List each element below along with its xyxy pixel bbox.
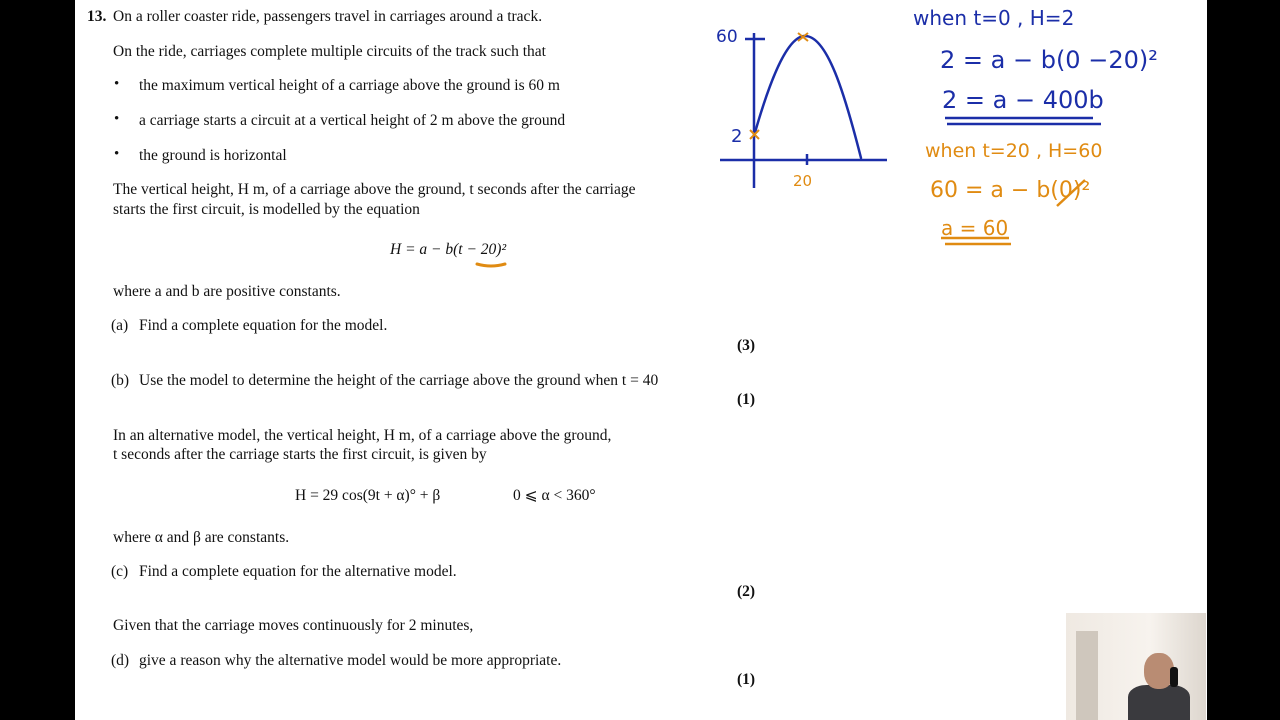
part-c-text: Find a complete equation for the alternative model. — [139, 563, 457, 580]
question-intro: On a roller coaster ride, passengers travel in carriages around a track. — [113, 8, 543, 25]
sketch-parabola — [754, 36, 861, 158]
bullet-1: the maximum vertical height of a carriage above the ground is 60 m — [139, 77, 560, 94]
part-a-text: Find a complete equation for the model. — [139, 317, 388, 334]
sketch-label-2: 2 — [731, 126, 743, 147]
bullet-3-marker: • — [114, 146, 120, 162]
blue-working-line1: when t=0 , H=2 — [913, 6, 1075, 30]
part-d-label: (d) — [111, 652, 130, 669]
alt-line2: t seconds after the carriage starts the first circuit, is given by — [113, 446, 487, 463]
model-line2: starts the first circuit, is modelled by the equation — [113, 201, 420, 218]
part-d-text: give a reason why the alternative model would be more appropriate. — [139, 652, 562, 669]
bullet-2: a carriage starts a circuit at a vertical height of 2 m above the ground — [139, 112, 566, 129]
equation-1: H = a − b(t − 20)² — [390, 241, 507, 258]
part-a-label: (a) — [111, 317, 129, 334]
webcam-door — [1076, 631, 1098, 720]
part-a-marks: (3) — [737, 337, 756, 354]
bullet-2-marker: • — [114, 111, 120, 127]
blue-working-line2: 2 = a − b(0 −20)² — [940, 46, 1158, 74]
equation-underline — [477, 264, 505, 266]
part-c-label: (c) — [111, 563, 129, 580]
constants-1: where a and b are positive constants. — [113, 283, 341, 300]
orange-working-line2: 60 = a − b(0)² — [930, 178, 1091, 203]
webcam-overlay — [1066, 613, 1206, 720]
alt-line1: In an alternative model, the vertical height, H m, of a carriage above the ground, — [113, 427, 612, 444]
bullet-3: the ground is horizontal — [139, 147, 287, 164]
microphone-icon — [1170, 667, 1178, 687]
constants-2: where α and β are constants. — [113, 529, 290, 546]
model-line1: The vertical height, H m, of a carriage above the ground, t seconds after the carriage — [113, 181, 636, 198]
exam-page — [75, 0, 1207, 720]
part-c-marks: (2) — [737, 583, 756, 600]
orange-working-line3: a = 60 — [941, 216, 1009, 240]
part-b-label: (b) — [111, 372, 130, 389]
equation-2-range: 0 ⩽ α < 360° — [513, 487, 596, 504]
part-d-marks: (1) — [737, 671, 756, 688]
question-line2: On the ride, carriages complete multiple circuits of the track such that — [113, 43, 546, 60]
part-b-marks: (1) — [737, 391, 756, 408]
sketch-label-60: 60 — [716, 27, 738, 47]
presenter-body — [1128, 685, 1190, 720]
blue-working-line3: 2 = a − 400b — [942, 86, 1104, 114]
part-b-text: Use the model to determine the height of the carriage above the ground when t = 40 — [139, 372, 659, 389]
equation-2: H = 29 cos(9t + α)° + β — [295, 487, 441, 504]
bullet-1-marker: • — [114, 76, 120, 92]
sketch-label-20: 20 — [793, 172, 813, 190]
given-line: Given that the carriage moves continuously for 2 minutes, — [113, 617, 474, 634]
orange-working-line1: when t=20 , H=60 — [925, 140, 1103, 162]
question-number: 13. — [87, 8, 107, 25]
